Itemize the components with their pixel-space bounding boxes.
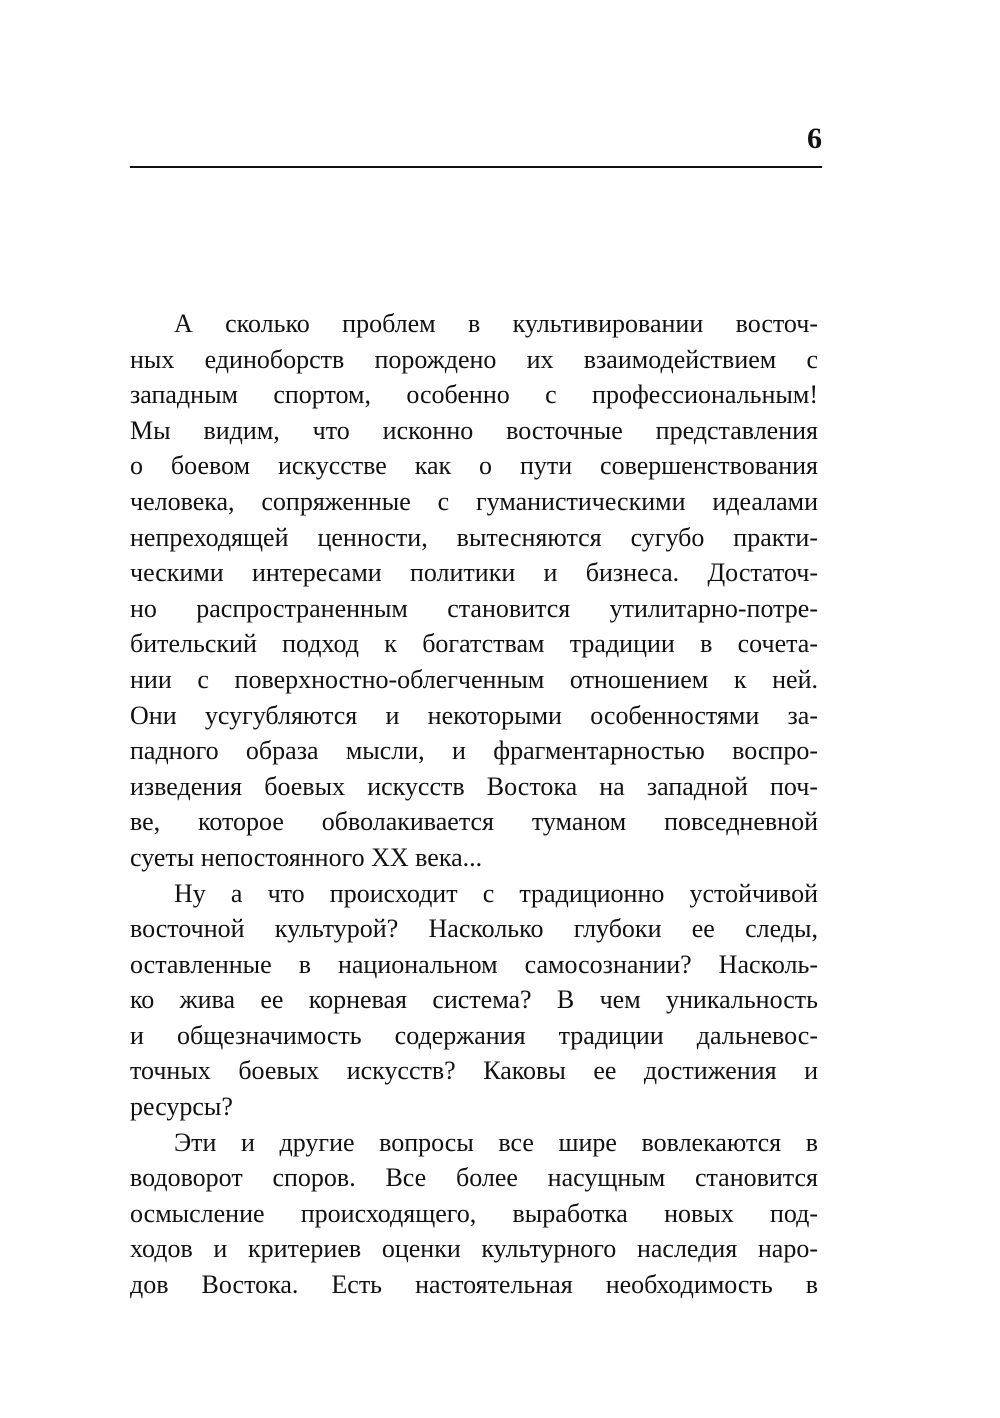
text-line: дов Востока. Есть настоятельная необходимость в: [130, 1270, 818, 1300]
text-line: Ну а что происходит с традиционно устойчивой: [174, 878, 818, 908]
text-line: о боевом искусстве как о пути совершенствования: [130, 451, 818, 481]
text-line: оставленные в национальном самосознании? Насколь-: [130, 949, 818, 979]
text-line: нии с поверхностно-облегченным отношением к ней.: [130, 664, 818, 694]
text-line: Эти и другие вопросы все шире вовлекаются в: [174, 1127, 818, 1157]
text-line: ресурсы?: [130, 1092, 233, 1122]
page-number: 6: [807, 122, 822, 155]
text-line: ве, которое обволакивается туманом повседневной: [130, 807, 818, 837]
text-line: ко жива ее корневая система? В чем уникальность: [130, 985, 818, 1015]
text-line: ных единоборств порождено их взаимодействием с: [130, 344, 818, 374]
text-line: суеты непостоянного XX века...: [130, 842, 483, 872]
text-line: восточной культурой? Насколько глубоки ее следы,: [130, 914, 818, 944]
text-line: бительский подход к богатствам традиции в сочета-: [130, 629, 818, 659]
text-line: осмысление происходящего, выработка новых под-: [130, 1198, 818, 1228]
text-line: изведения боевых искусств Востока на западной поч-: [130, 771, 818, 801]
header-rule: [130, 166, 822, 168]
text-line: и общезначимость содержания традиции дальневос-: [130, 1020, 818, 1050]
body-text: [130, 306, 818, 1303]
text-line: А сколько проблем в культивировании восточ-: [174, 309, 818, 338]
text-line: падного образа мысли, и фрагментарностью воспро-: [130, 736, 818, 766]
text-line: водоворот споров. Все более насущным становится: [130, 1163, 818, 1193]
text-line: непреходящей ценности, вытесняются сугубо практи-: [130, 522, 818, 552]
text-line: но распространенным становится утилитарно-потре-: [130, 593, 818, 623]
text-line: ческими интересами политики и бизнеса. Достаточ-: [130, 558, 818, 588]
text-line: точных боевых искусств? Каковы ее достижения и: [130, 1056, 818, 1086]
text-line: человека, сопряженные с гуманистическими идеалами: [130, 486, 818, 516]
text-line: Мы видим, что исконно восточные представления: [130, 415, 818, 445]
text-line: западным спортом, особенно с профессиональным!: [130, 380, 818, 410]
text-line: ходов и критериев оценки культурного наследия наро-: [130, 1234, 818, 1264]
text-line: Они усугубляются и некоторыми особенностями за-: [130, 700, 818, 730]
